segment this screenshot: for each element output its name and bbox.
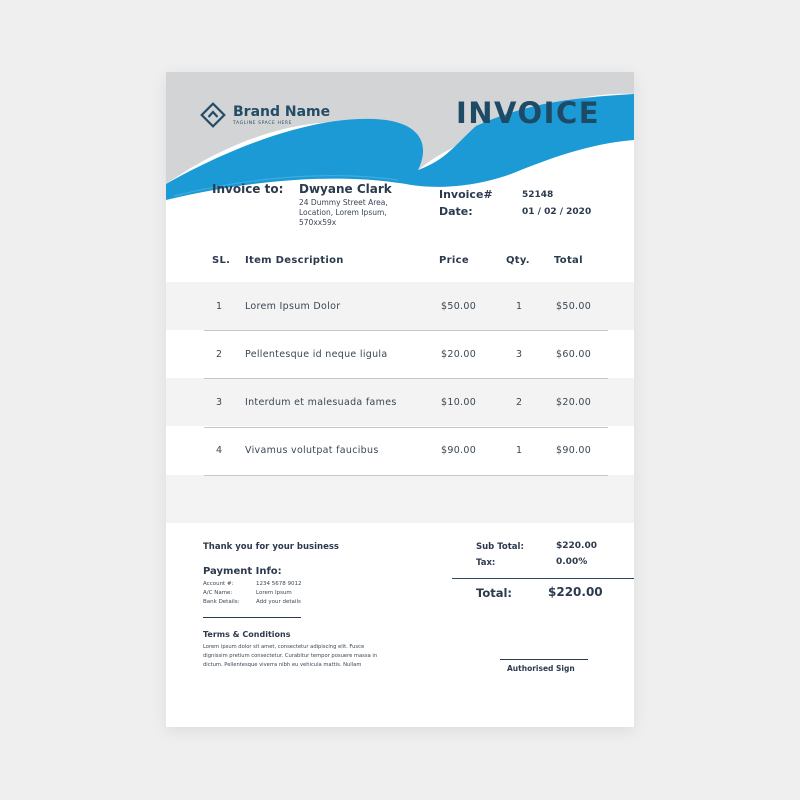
invoice-number-label: Invoice#	[439, 188, 493, 201]
brand-tagline: TAGLINE SPACE HERE	[233, 120, 293, 126]
header-description: Item Description	[245, 255, 344, 266]
brand-name: Brand Name	[233, 103, 331, 120]
brand-block	[200, 102, 330, 128]
row-divider	[204, 330, 608, 331]
authorised-sign-label: Authorised Sign	[507, 664, 575, 673]
brand-logo-icon	[200, 102, 226, 128]
invoice-page: Brand Name TAGLINE SPACE HERE INVOICE Invoice to: Dwyane Clark 24 Dummy Street Area, Location, Lorem Ipsum, 570xx59x Invoice# 52148 Date: 01 / 02 / 2020 SL. Item Description Price Qty. Total 1 Lorem Ipsum Dolor $50.00 1 $50.00 2 Pellentesque id neque ligula $20.00 3 $60.00 3 Interdum et malesuada fames $10.00 2 $20.00 4 Vivamus volutpat faucibus $90.00 1 $90.00 Thank you for your business Payment Info: Account #: 1234 5678 9012 A/C Name: Lorem Ipsum Bank Details: Add your details Terms & Conditions Lorem ipsum dolor sit amet, consectetur adipiscing elit. Fusce dignissim pretium consectetur. Curabitur tempor posuere massa in dictum. Pellentesque viverra nibh eu vehicula mattis. Nullam Sub Total: $220.00 Tax: 0.00% Total: $220.00 Authorised Sign	[166, 72, 634, 727]
tax-label: Tax:	[476, 558, 496, 568]
total-label: Total:	[476, 586, 513, 600]
invoice-number: 52148	[522, 190, 554, 200]
header-sl: SL.	[212, 255, 231, 266]
date-label: Date:	[439, 205, 473, 218]
subtotal-label: Sub Total:	[476, 542, 524, 552]
account-name-label: A/C Name:	[203, 590, 233, 596]
terms-title: Terms & Conditions	[203, 630, 291, 639]
payment-divider	[203, 617, 301, 618]
account-number-value: 1234 5678 9012	[256, 581, 302, 587]
row-divider	[204, 475, 608, 476]
subtotal-value: $220.00	[556, 541, 597, 551]
customer-address: 24 Dummy Street Area, Location, Lorem Ipsum, 570xx59x	[299, 198, 388, 227]
payment-info-title: Payment Info:	[203, 566, 282, 577]
row-band	[166, 475, 634, 523]
header-qty: Qty.	[506, 255, 530, 266]
invoice-to-label: Invoice to:	[212, 182, 284, 196]
thank-you-note: Thank you for your business	[203, 542, 339, 552]
account-number-label: Account #:	[203, 581, 234, 587]
total-value: $220.00	[548, 585, 603, 599]
summary-divider	[452, 578, 634, 579]
row-divider	[204, 427, 608, 428]
bank-details-value: Add your details	[256, 599, 301, 605]
date-value: 01 / 02 / 2020	[522, 207, 592, 217]
document-title: INVOICE	[456, 96, 601, 130]
signature-line	[500, 659, 588, 660]
header-total: Total	[554, 255, 583, 266]
row-divider	[204, 378, 608, 379]
account-name-value: Lorem Ipsum	[256, 590, 292, 596]
header-price: Price	[439, 255, 469, 266]
customer-name: Dwyane Clark	[299, 182, 392, 196]
bank-details-label: Bank Details:	[203, 599, 240, 605]
terms-text: Lorem ipsum dolor sit amet, consectetur adipiscing elit. Fusce dignissim pretium consectetur. Curabitur tempor posuere massa in dictum. Pellentesque viverra nibh eu vehicula mattis. Nullam	[203, 644, 378, 668]
tax-value: 0.00%	[556, 557, 588, 567]
